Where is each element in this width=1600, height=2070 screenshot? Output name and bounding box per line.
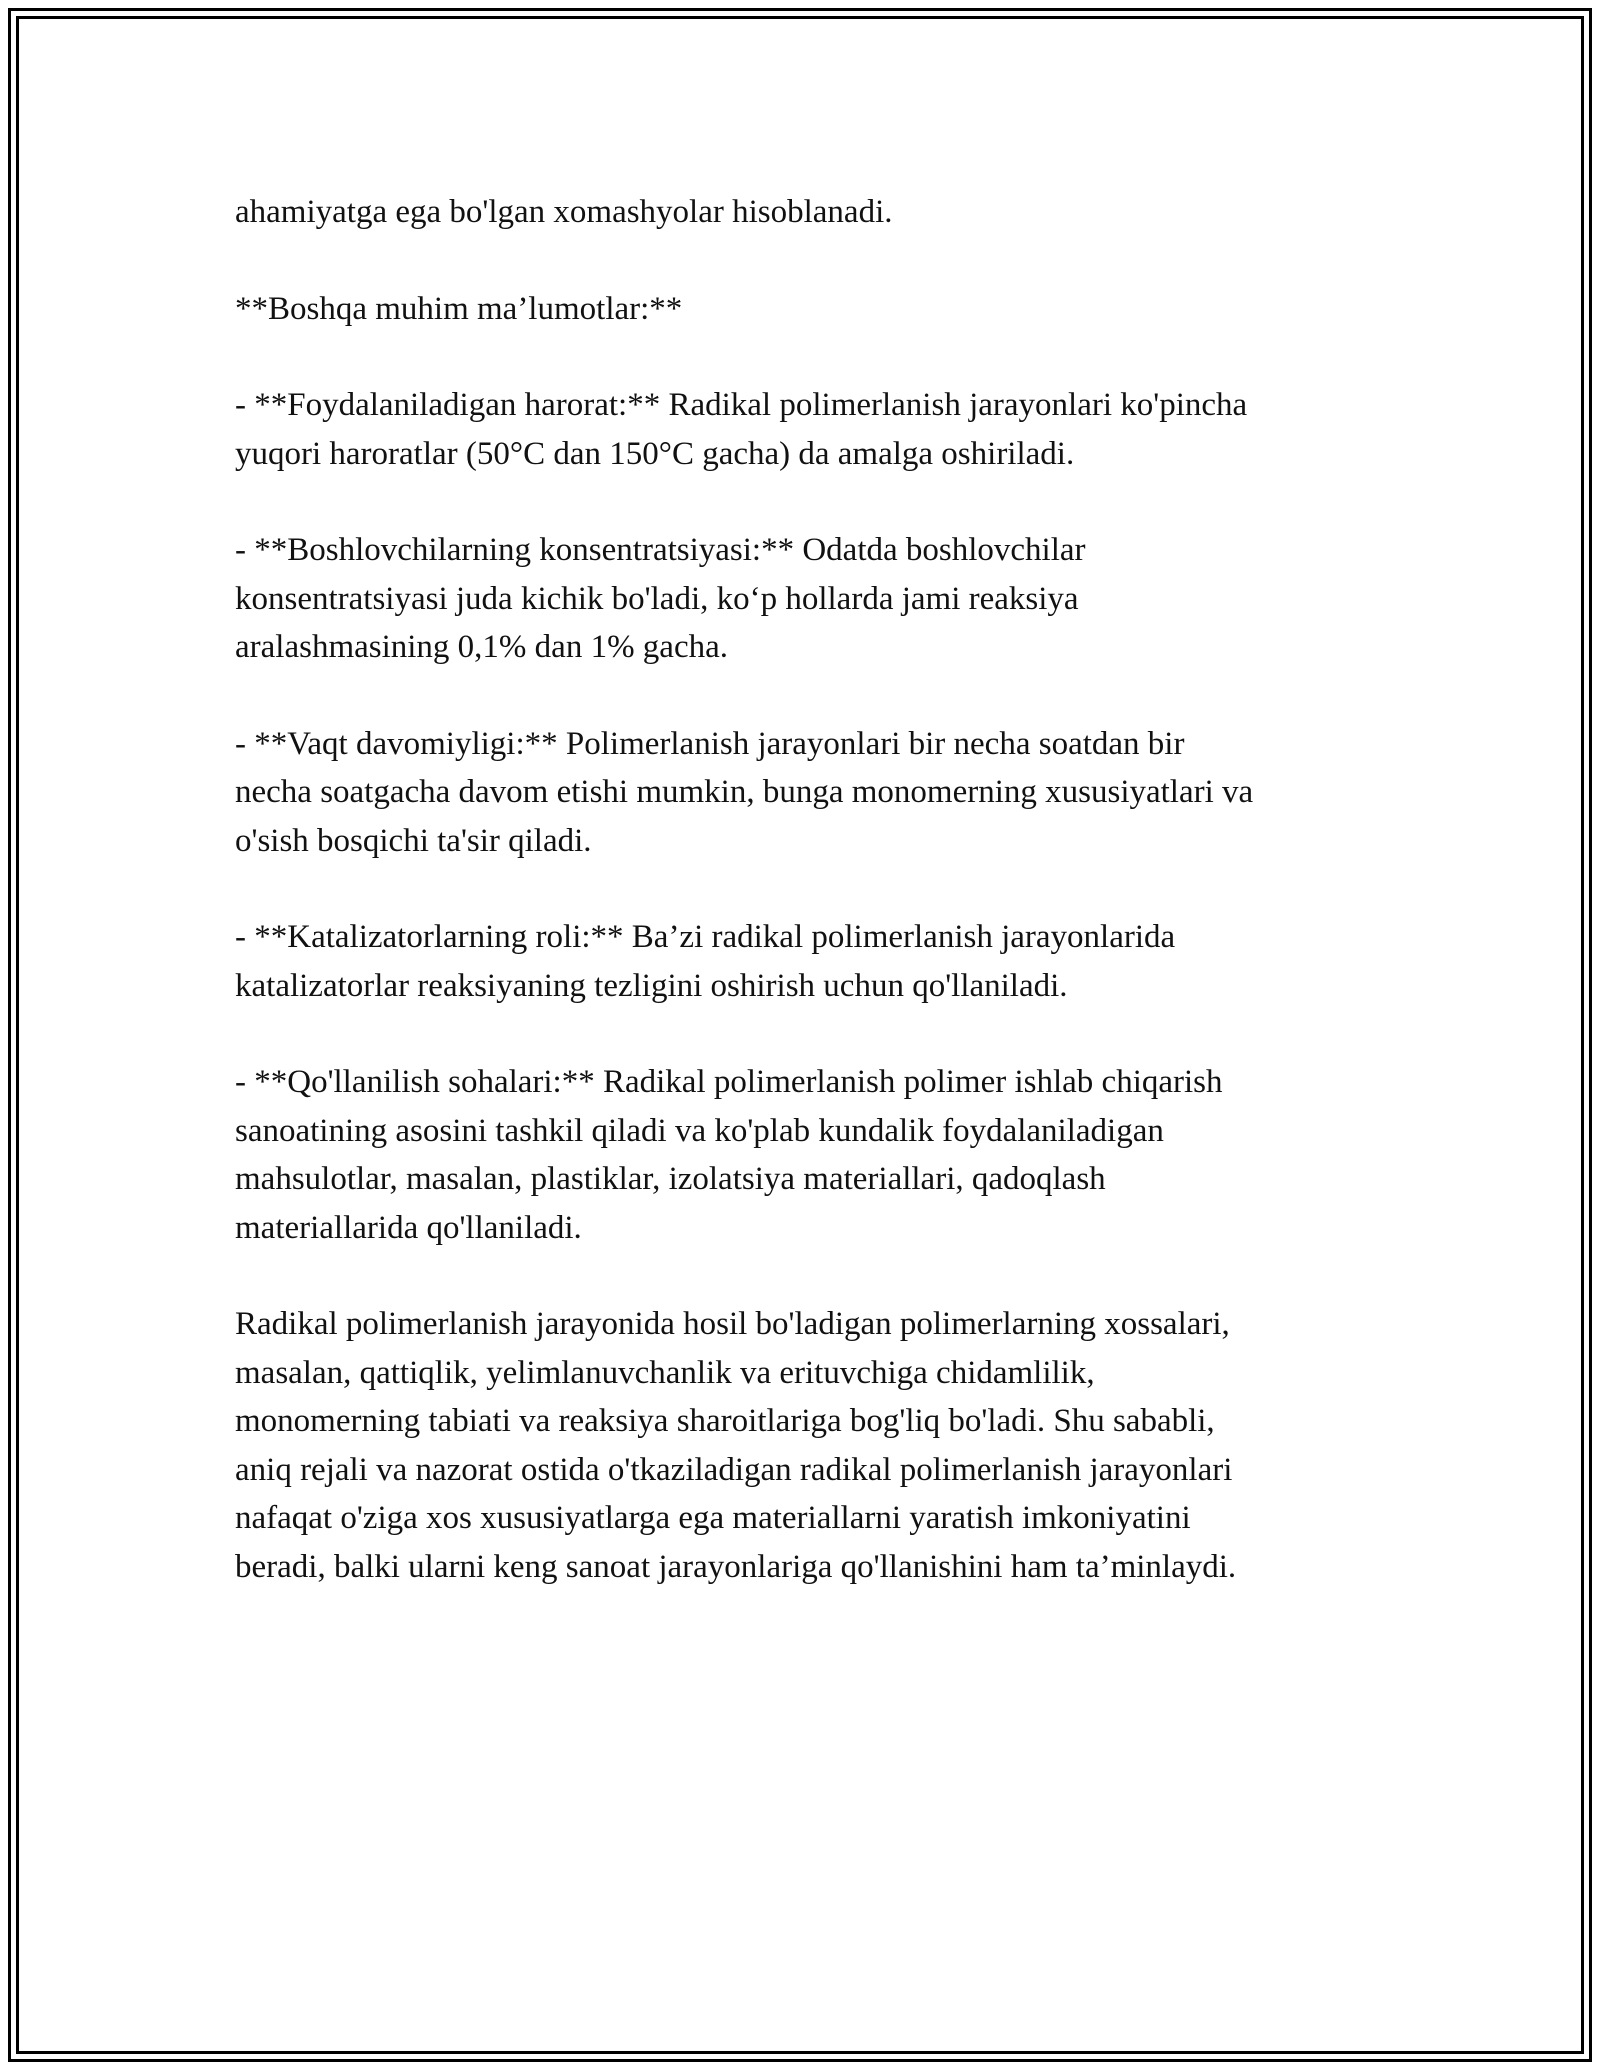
list-item-catalysts: - **Katalizatorlarning roli:** Ba’zi radikal polimerlanish jarayonlarida katalizatorlar reaksiyaning tezligini oshirish uchun qo'llaniladi.	[235, 919, 1176, 1004]
paragraph-intro-continuation: ahamiyatga ega bo'lgan xomashyolar hisoblanadi.	[235, 194, 893, 230]
list-item-applications: - **Qo'llanilish sohalari:** Radikal polimerlanish polimer ishlab chiqarish sanoatining asosini tashkil qiladi va ko'plab kundalik foydalaniladigan mahsulotlar, masalan, plastiklar, izolatsiya materiallari, qadoqlash materiallarida qo'llaniladi.	[235, 1064, 1223, 1246]
list-item-temperature: - **Foydalaniladigan harorat:** Radikal polimerlanish jarayonlari ko'pincha yuqori haroratlar (50°C dan 150°C gacha) da amalga oshiriladi.	[235, 387, 1248, 472]
paragraph-conclusion: Radikal polimerlanish jarayonida hosil bo'ladigan polimerlarning xossalari, masalan, qattiqlik, yelimlanuvchanlik va erituvchiga chidamlilik, monomerning tabiati va reaksiya sharoitlariga bog'liq bo'ladi. Shu sababli, aniq rejali va nazorat ostida o'tkaziladigan radikal polimerlanish jarayonlari nafaqat o'ziga xos xususiyatlarga ega materiallarni yaratish imkoniyatini beradi, balki ularni keng sanoat jarayonlariga qo'llanishini ham ta’minlaydi.	[235, 1306, 1237, 1585]
document-body	[235, 188, 1385, 1639]
list-item-duration: - **Vaqt davomiyligi:** Polimerlanish jarayonlari bir necha soatdan bir necha soatgacha davom etishi mumkin, bunga monomerning xususiyatlari va o'sish bosqichi ta'sir qiladi.	[235, 725, 1254, 859]
section-heading: **Boshqa muhim ma’lumotlar:**	[235, 290, 683, 327]
list-item-initiator-concentration: - **Boshlovchilarning konsentratsiyasi:** Odatda boshlovchilar konsentratsiyasi juda kichik bo'ladi, ko‘p hollarda jami reaksiya aralashmasining 0,1% dan 1% gacha.	[235, 532, 1086, 665]
